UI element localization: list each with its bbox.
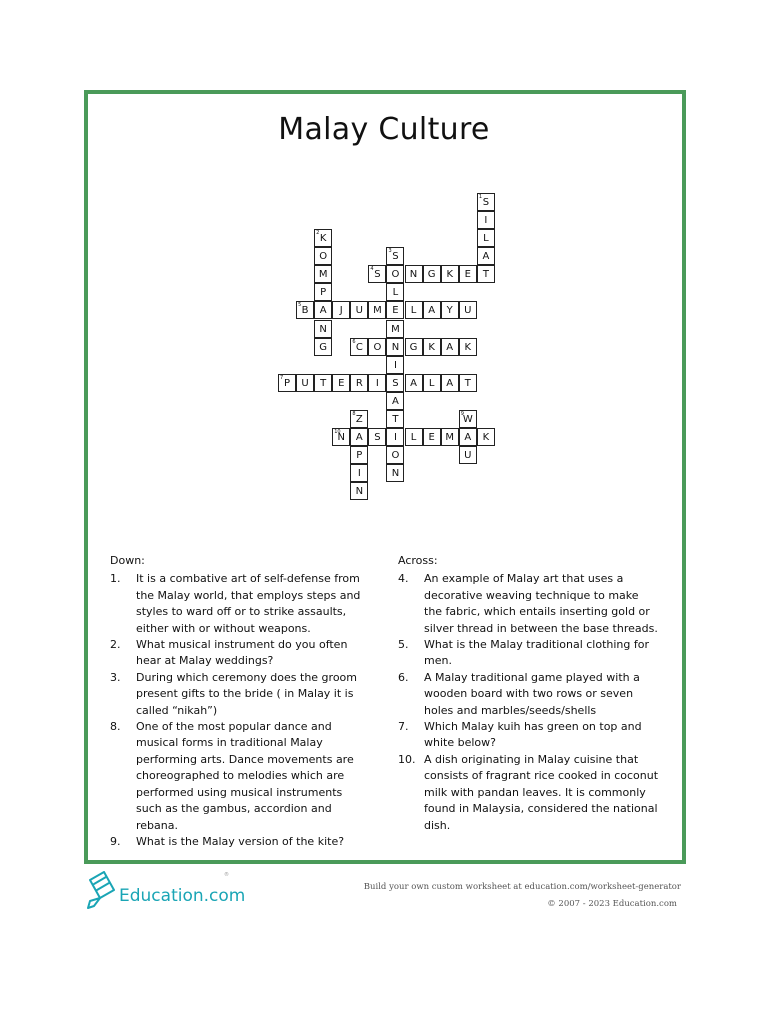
crossword-cell[interactable]: I bbox=[368, 374, 386, 392]
crossword-clue-number: 2 bbox=[316, 230, 320, 237]
crossword-clue-number: 4 bbox=[370, 266, 374, 273]
crossword-cell[interactable]: A bbox=[386, 392, 404, 410]
crossword-cell[interactable]: A bbox=[350, 428, 368, 446]
crossword-cell[interactable]: R bbox=[350, 374, 368, 392]
crossword-cell[interactable]: G bbox=[314, 338, 332, 356]
crossword-cell[interactable]: E bbox=[386, 301, 404, 319]
crossword-cell[interactable]: I bbox=[386, 428, 404, 446]
across-clues bbox=[398, 553, 660, 834]
crossword-cell[interactable]: Z bbox=[350, 410, 368, 428]
crossword-cell[interactable]: N bbox=[314, 320, 332, 338]
clue-number: 5. bbox=[398, 638, 409, 652]
down-clue bbox=[110, 637, 370, 670]
crossword-cell[interactable]: O bbox=[386, 446, 404, 464]
crossword-cell[interactable]: A bbox=[441, 338, 459, 356]
across-clue bbox=[398, 637, 660, 670]
clue-text: What is the Malay traditional clothing for men. bbox=[424, 638, 649, 668]
crossword-cell[interactable]: N bbox=[332, 428, 350, 446]
crossword-clue-number: 8 bbox=[352, 410, 356, 417]
crossword-cell[interactable]: T bbox=[386, 410, 404, 428]
clue-text: An example of Malay art that uses a decorative weaving technique to make the fabric, which entails inserting gold or silver thread in between the base threads. bbox=[424, 572, 658, 635]
clue-number: 4. bbox=[398, 572, 409, 586]
crossword-cell[interactable]: L bbox=[405, 428, 423, 446]
crossword-clue-number: 3 bbox=[388, 248, 392, 255]
crossword-cell[interactable]: B bbox=[296, 301, 314, 319]
crossword-cell[interactable]: K bbox=[314, 229, 332, 247]
crossword-cell[interactable]: I bbox=[477, 211, 495, 229]
crossword-cell[interactable]: M bbox=[368, 301, 386, 319]
crossword-cell[interactable]: M bbox=[314, 265, 332, 283]
down-clue bbox=[110, 571, 370, 637]
crossword-clue-number: 1 bbox=[478, 194, 483, 200]
brand-name[interactable]: Education.com bbox=[119, 886, 246, 906]
crossword-cell[interactable]: A bbox=[441, 374, 459, 392]
crossword-cell[interactable]: A bbox=[477, 247, 495, 265]
crossword-clue-number: 5 bbox=[298, 302, 302, 309]
clue-text: A Malay traditional game played with a wooden board with two rows or seven holes and marbles/seeds/shells bbox=[424, 670, 640, 717]
clue-number: 3. bbox=[110, 670, 121, 684]
crossword-cell[interactable]: L bbox=[386, 283, 404, 301]
crossword-cell[interactable]: O bbox=[314, 247, 332, 265]
crossword-cell[interactable]: U bbox=[350, 301, 368, 319]
crossword-cell[interactable]: U bbox=[296, 374, 314, 392]
clue-number: 10. bbox=[398, 752, 416, 766]
crossword-cell[interactable]: P bbox=[314, 283, 332, 301]
crossword-cell[interactable]: S bbox=[368, 265, 386, 283]
crossword-cell[interactable]: E bbox=[423, 428, 441, 446]
crossword-cell[interactable]: Y bbox=[441, 301, 459, 319]
crossword-cell[interactable]: S bbox=[368, 428, 386, 446]
clue-text: A dish originating in Malay cuisine that consists of fragrant rice cooked in coconut milk with pandan leaves. It is commonly found in Malaysia, considered the national dish. bbox=[424, 752, 659, 832]
crossword-cell[interactable]: T bbox=[459, 374, 477, 392]
crossword-cell[interactable]: T bbox=[477, 265, 495, 283]
clue-number: 1. bbox=[110, 572, 121, 586]
crossword-cell[interactable]: N bbox=[386, 464, 404, 482]
crossword-cell[interactable]: E bbox=[459, 265, 477, 283]
crossword-clue-number: 7 bbox=[280, 374, 284, 381]
clue-number: 6. bbox=[398, 670, 409, 684]
across-clue bbox=[398, 752, 660, 834]
crossword-cell[interactable]: O bbox=[368, 338, 386, 356]
crossword-cell[interactable]: K bbox=[477, 428, 495, 446]
down-clues bbox=[110, 553, 370, 850]
registered-mark: ® bbox=[224, 872, 229, 878]
down-clue bbox=[110, 670, 370, 719]
across-clue bbox=[398, 719, 660, 752]
crossword-cell[interactable]: L bbox=[423, 374, 441, 392]
crossword-cell[interactable]: U bbox=[459, 446, 477, 464]
crossword-cell[interactable]: M bbox=[441, 428, 459, 446]
clue-text: One of the most popular dance and musical forms in traditional Malay performing arts. Dance movements are choreographed to melodies which are performed using musical instruments such as the gambus, accordion and rebana. bbox=[136, 720, 354, 832]
crossword-cell[interactable]: A bbox=[459, 428, 477, 446]
crossword-cell[interactable]: A bbox=[423, 301, 441, 319]
crossword-cell[interactable]: N bbox=[405, 265, 423, 283]
clue-text: What musical instrument do you often hear at Malay weddings? bbox=[136, 638, 348, 668]
crossword-cell[interactable]: S bbox=[386, 374, 404, 392]
crossword-cell[interactable]: N bbox=[386, 338, 404, 356]
clue-text: Which Malay kuih has green on top and white below? bbox=[424, 720, 642, 750]
crossword-cell[interactable]: G bbox=[405, 338, 423, 356]
crossword-cell[interactable]: C bbox=[350, 338, 368, 356]
crossword-cell[interactable]: L bbox=[405, 301, 423, 319]
crossword-clue-number: 6 bbox=[352, 338, 356, 345]
across-clue bbox=[398, 670, 660, 719]
crossword-cell[interactable]: U bbox=[459, 301, 477, 319]
crossword-cell[interactable]: K bbox=[459, 338, 477, 356]
down-clue bbox=[110, 834, 370, 850]
clue-text: It is a combative art of self-defense from the Malay world, that employs steps and styles to ward off or to strike assaults, either with or without weapons. bbox=[136, 572, 361, 635]
crossword-cell[interactable]: K bbox=[441, 265, 459, 283]
clue-number: 9. bbox=[110, 834, 121, 848]
crossword-cell[interactable]: S bbox=[386, 247, 404, 265]
crossword-cell[interactable]: I bbox=[386, 356, 404, 374]
crossword-cell[interactable]: S bbox=[477, 193, 495, 211]
crossword-cell[interactable]: E bbox=[332, 374, 350, 392]
crossword-clue-number: 9 bbox=[460, 410, 464, 417]
crossword-cell[interactable]: G bbox=[423, 265, 441, 283]
crossword-cell[interactable]: I bbox=[350, 464, 368, 482]
crossword-cell[interactable]: P bbox=[278, 374, 296, 392]
footer-copyright: © 2007 - 2023 Education.com bbox=[547, 899, 677, 909]
crossword-cell[interactable]: K bbox=[423, 338, 441, 356]
down-heading: Down: bbox=[110, 554, 145, 567]
crossword-cell[interactable]: W bbox=[459, 410, 477, 428]
crossword-cell[interactable]: J bbox=[332, 301, 350, 319]
across-heading: Across: bbox=[398, 554, 438, 567]
clue-number: 2. bbox=[110, 638, 121, 652]
clue-text: During which ceremony does the groom present gifts to the bride ( in Malay it is called “nikah”) bbox=[136, 670, 357, 717]
crossword-cell[interactable]: T bbox=[314, 374, 332, 392]
crossword-cell[interactable]: O bbox=[386, 265, 404, 283]
crossword-cell[interactable]: M bbox=[386, 320, 404, 338]
crossword-cell[interactable]: A bbox=[314, 301, 332, 319]
across-clue bbox=[398, 571, 660, 637]
footer-tagline: Build your own custom worksheet at education.com/worksheet-generator bbox=[363, 882, 681, 892]
down-clue bbox=[110, 719, 370, 834]
clue-number: 8. bbox=[110, 720, 121, 734]
clue-text: What is the Malay version of the kite? bbox=[136, 834, 345, 848]
crossword-cell[interactable]: A bbox=[405, 374, 423, 392]
crossword-cell[interactable]: N bbox=[350, 482, 368, 500]
crossword-cell[interactable]: P bbox=[350, 446, 368, 464]
worksheet-title: Malay Culture bbox=[278, 112, 490, 147]
clue-number: 7. bbox=[398, 720, 409, 734]
crossword-clue-number: 10 bbox=[334, 429, 341, 436]
crossword-cell[interactable]: L bbox=[477, 229, 495, 247]
